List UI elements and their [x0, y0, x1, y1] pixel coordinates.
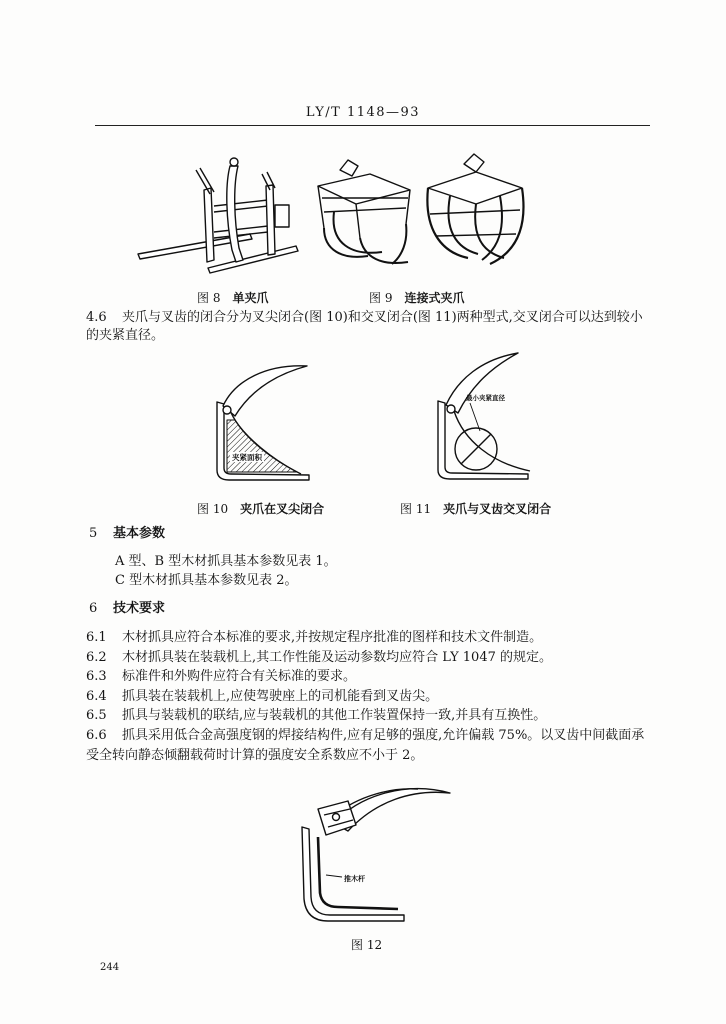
figure-11-title: 夹爪与叉齿交叉闭合: [443, 502, 552, 516]
figure-12-number: 图 12: [351, 938, 383, 952]
fig9b-top-frame: [428, 172, 522, 204]
fig9a-hanger: [340, 160, 358, 176]
section-5-line: A 型、B 型木材抓具基本参数见表 1。: [115, 554, 337, 569]
fig11-pivot: [447, 405, 455, 413]
clause-4-6-text: 夹爪与叉齿的闭合分为叉尖闭合(图 10)和交叉闭合(图 11)两种型式,交叉闭合可以达到较小的夹紧直径。: [86, 310, 643, 343]
figure-11-drawing: [430, 345, 550, 490]
fig10-clamping-area: [227, 420, 297, 472]
fig11-label-leader: [470, 403, 480, 431]
section-5-line: C 型木材抓具基本参数见表 2。: [115, 573, 298, 588]
fig9b-inner-tine-3: [482, 196, 502, 260]
fig9a-curved-tine-3: [360, 238, 408, 263]
section-5-number: 5: [89, 526, 98, 541]
figure-10-caption: [197, 501, 324, 517]
figure-10-number: 图 10: [197, 502, 229, 516]
figure-12-caption: [351, 937, 382, 953]
figure-9-drawing-left: [312, 152, 417, 270]
clause-number: 6.5: [86, 708, 107, 724]
figure-12-drawing: [290, 775, 460, 930]
fig11-clamp-arm: [446, 353, 518, 413]
fig12-label-leader: [326, 875, 342, 877]
clause-6-2: [86, 648, 654, 668]
clause-6-1: [86, 628, 654, 648]
standard-code-header: LY/T 1148—93: [305, 105, 421, 120]
fig8-clamp-arm: [227, 166, 243, 262]
clause-6-3: [86, 667, 654, 687]
figure-9-number: 图 9: [369, 291, 393, 305]
figure-10-drawing: [205, 350, 325, 490]
fig8-frame-upright-left: [204, 188, 214, 262]
fig12-push-rod: [318, 837, 398, 909]
page-number: 244: [100, 962, 120, 973]
fig12-label: 推木杆: [344, 875, 365, 883]
figure-11-caption: [400, 501, 551, 517]
fig9a-top-frame: [318, 174, 410, 204]
fig8-frame-crossbar: [214, 200, 268, 238]
figure-8-number: 图 8: [197, 291, 221, 305]
figure-8-drawing: [130, 150, 310, 275]
section-5-title: 基本参数: [113, 526, 166, 541]
clause-text: 抓具装在装载机上,应使驾驶座上的司机能看到叉齿尖。: [122, 688, 439, 704]
clause-number: 6.1: [86, 630, 107, 645]
figure-9-drawing-right: [420, 148, 530, 272]
fig11-diameter-line: [461, 434, 491, 464]
fig12-pivot: [333, 814, 340, 821]
section-6-body: [86, 628, 654, 765]
section-6-heading: [89, 600, 165, 618]
fig8-frame-upright-right: [266, 185, 275, 255]
figure-9-caption: [369, 290, 464, 306]
clause-number: 6.3: [86, 669, 107, 685]
clause-4-6: [86, 309, 654, 345]
fig10-label: 夹紧面积: [232, 453, 262, 462]
section-5-body: [115, 552, 337, 590]
figure-11-number: 图 11: [400, 502, 432, 516]
fig10-clamp-arm: [223, 366, 307, 416]
fig8-arm-pivot: [230, 158, 238, 166]
fig9b-hanger: [464, 154, 484, 172]
figure-10-title: 夹爪在叉尖闭合: [240, 502, 325, 516]
clause-text: 抓具采用低合金高强度钢的焊接结构件,应有足够的强度,允许偏载 75%。以叉齿中间截面承受全转向静态倾翻载荷时计算的强度安全系数应不小于 2。: [86, 727, 645, 763]
clause-6-6: [86, 726, 654, 765]
section-6-title: 技术要求: [113, 601, 166, 616]
fig8-fork-tine-right: [208, 246, 298, 273]
clause-4-6-number: 4.6: [86, 310, 107, 325]
clause-6-5: [86, 706, 654, 726]
fig9b-inner-tine-1: [448, 196, 478, 254]
clause-text: 木材抓具装在装载机上,其工作性能及运动参数均应符合 LY 1047 的规定。: [122, 649, 552, 665]
clause-text: 木材抓具应符合本标准的要求,并按规定程序批准的图样和技术文件制造。: [122, 630, 543, 645]
fig11-label: 最小夹紧直径: [466, 394, 505, 402]
fig9b-outer-arch-right: [490, 188, 524, 264]
section-6-number: 6: [89, 601, 98, 616]
clause-text: 标准件和外购件应符合有关标准的要求。: [122, 669, 357, 685]
fig9a-curved-tine-4: [392, 224, 406, 264]
figure-8-caption: [197, 290, 268, 306]
clause-number: 6.6: [86, 727, 107, 743]
clause-text: 抓具与装载机的联结,应与装载机的其他工作装置保持一致,并具有互换性。: [122, 708, 547, 724]
fig8-side-plate: [275, 205, 289, 227]
header-rule: [95, 125, 650, 126]
fig10-pivot: [223, 406, 231, 414]
clause-6-4: [86, 687, 654, 707]
figure-8-title: 单夹爪: [232, 291, 269, 305]
clause-number: 6.2: [86, 649, 107, 665]
figure-9-title: 连接式夹爪: [404, 291, 465, 305]
section-5-heading: [89, 525, 165, 543]
clause-number: 6.4: [86, 688, 107, 704]
